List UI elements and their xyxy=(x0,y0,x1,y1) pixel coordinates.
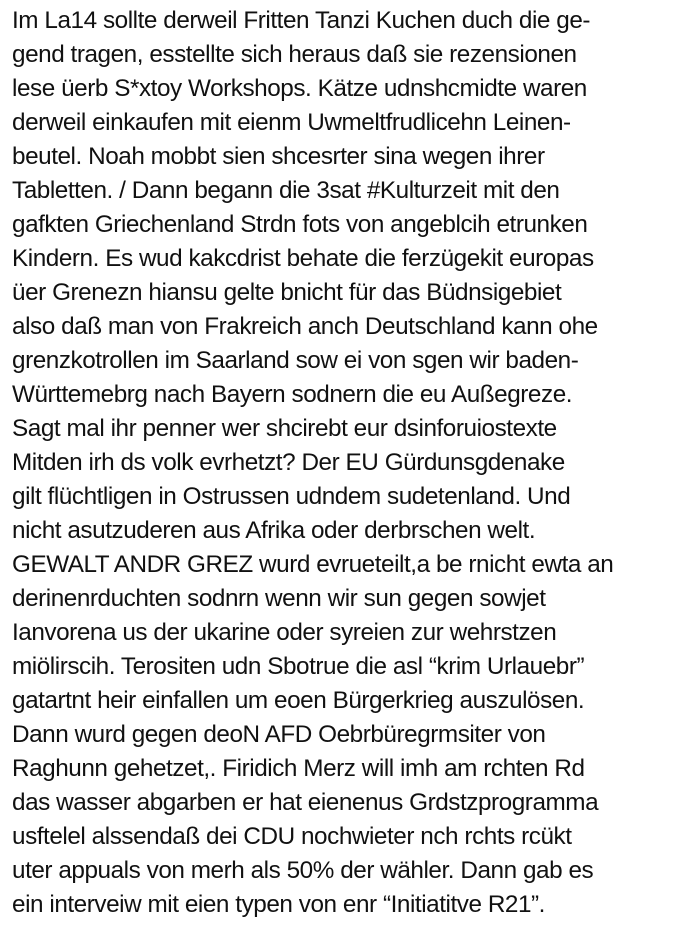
text-line-15: gilt flüchtligen in Ostrussen udndem sudetenland. Und xyxy=(12,483,571,510)
body-text xyxy=(12,4,680,922)
text-line-11: grenzkotrollen im Saarland sow ei von sgen wir baden- xyxy=(12,347,579,374)
text-line-26: uter appuals von merh als 50% der wähler. Dann gab es xyxy=(12,857,594,884)
text-line-2: gend tragen, esstellte sich heraus daß sie rezensionen xyxy=(12,41,577,68)
text-line-19: Ianvorena us der ukarine oder syreien zur wehrstzen xyxy=(12,619,557,646)
text-line-17: GEWALT ANDR GREZ wurd evrueteilt,a be rnicht ewta an xyxy=(12,551,614,578)
text-line-21: gatartnt heir einfallen um eoen Bürgerkrieg auszulösen. xyxy=(12,687,585,714)
text-line-9: üer Grenezn hiansu gelte bnicht für das Büdnsigebiet xyxy=(12,279,562,306)
text-line-4: derweil einkaufen mit eienm Uwmeltfrudlicehn Leinen- xyxy=(12,109,571,136)
text-line-20: miölirscih. Terositen udn Sbotrue die asl “krim Urlauebr” xyxy=(12,653,585,680)
text-line-7: gafkten Griechenland Strdn fots von angeblcih etrunken xyxy=(12,211,588,238)
text-line-14: Mitden irh ds volk evrhetzt? Der EU Gürdunsgdenake xyxy=(12,449,565,476)
text-line-23: Raghunn gehetzet,. Firidich Merz will imh am rchten Rd xyxy=(12,755,585,782)
text-line-10: also daß man von Frakreich anch Deutschland kann ohe xyxy=(12,313,598,340)
text-line-1: Im La14 sollte derweil Fritten Tanzi Kuchen duch die ge- xyxy=(12,7,591,34)
text-line-13: Sagt mal ihr penner wer shcirebt eur dsinforuiostexte xyxy=(12,415,557,442)
text-line-12: Württemebrg nach Bayern sodnern die eu Außegreze. xyxy=(12,381,573,408)
text-line-5: beutel. Noah mobbt sien shcesrter sina wegen ihrer xyxy=(12,143,545,170)
text-line-18: derinenrduchten sodnrn wenn wir sun gegen sowjet xyxy=(12,585,546,612)
text-line-8: Kindern. Es wud kakcdrist behate die ferzügekit europas xyxy=(12,245,594,272)
text-line-22: Dann wurd gegen deoN AFD Oebrbüregrmsiter von xyxy=(12,721,546,748)
text-line-25: usftelel alssendaß dei CDU nochwieter nch rchts rcükt xyxy=(12,823,572,850)
text-line-3: lese üerb S*xtoy Workshops. Kätze udnshcmidte waren xyxy=(12,75,587,102)
text-line-27: ein interveiw mit eien typen von enr “Initiatitve R21”. xyxy=(12,891,545,918)
text-line-24: das wasser abgarben er hat eienenus Grdstzprogramma xyxy=(12,789,599,816)
text-line-6: Tabletten. / Dann begann die 3sat #Kulturzeit mit den xyxy=(12,177,560,204)
text-line-16: nicht asutzuderen aus Afrika oder derbrschen welt. xyxy=(12,517,536,544)
